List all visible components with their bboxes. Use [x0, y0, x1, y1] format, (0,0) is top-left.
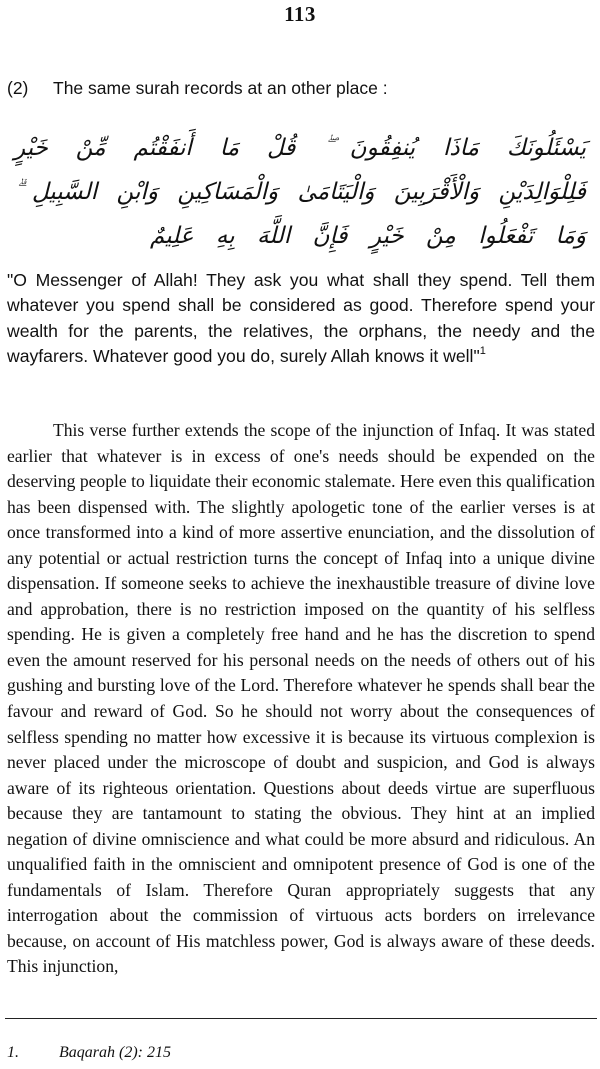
footnote-number: 1.: [7, 1044, 19, 1061]
footnote-divider: [5, 1018, 597, 1019]
verse-translation: [7, 268, 595, 370]
footnote-reference: 1: [479, 345, 486, 358]
item-number: (2): [7, 78, 29, 98]
footnote-text: Baqarah (2): 215: [59, 1044, 171, 1061]
footnote: [7, 1044, 171, 1062]
translation-text: "O Messenger of Allah! They ask you what shall they spend. Tell them whatever you spend shall be considered as good. Therefore spend your wealth for the parents, the relatives, the orphans, the needy and the wayfarers. Whatever good you do, surely Allah knows it well": [7, 270, 595, 367]
arabic-verse-line-1: يَسْئَلُونَكَ مَاذَا يُنفِقُونَ ۖ قُلْ مَا أَنفَقْتُم مِّنْ خَيْرٍ: [14, 135, 586, 161]
body-paragraph: This verse further extends the scope of the injunction of Infaq. It was stated earlier that whatever is in excess of one's needs should be expended on the deserving people to liquidate their economic stalemate. Here even this qualification has been dispensed with. The slightly apologetic tone of the earlier verses is at once transformed into a kind of more assertive enunciation, and the dissolution of any potential or actual restriction turns the concept of Infaq into a unique divine dispensation. If someone seeks to achieve the inexhaustible treasure of divine love and approbation, there is no restriction imposed on the quantity of his selfless spending. He is given a completely free hand and he has the discretion to spend even the amount reserved for his personal needs on the needs of others out of his gushing and bursting love of the Lord. Therefore whatever he spends shall bear the favour and reward of God. So he should not worry about the consequences of selfless spending no matter how excessive it is because its virtuous complexion is never placed under the microscope of doubt and suspicion, and God is always aware of its righteous orientation. Questions about deeds virtue are superfluous because they are tantamount to stating the obvious. They hint at an implied negation of divine omniscience and what could be more absurd and ridiculous. An unqualified faith in the omniscient and omnipotent presence of God is one of the fundamentals of Islam. Therefore Quran appropriately suggests that any interrogation about the commission of virtuous acts borders on irrelevance because, on account of His matchless power, God is always aware of these deeds. This injunction,: [7, 420, 595, 977]
arabic-verse-line-3: وَمَا تَفْعَلُوا مِنْ خَيْرٍ فَإِنَّ اللَّهَ بِهِ عَلِيمٌ: [150, 223, 586, 249]
arabic-verse-line-2: فَلِلْوَالِدَيْنِ وَالْأَقْرَبِينَ وَالْيَتَامَىٰ وَالْمَسَاكِينِ وَابْنِ السَّبِيلِ ۗ: [14, 179, 586, 205]
intro-line: [7, 78, 388, 99]
intro-text: The same surah records at an other place :: [53, 78, 388, 98]
page-number: 113: [284, 2, 316, 26]
